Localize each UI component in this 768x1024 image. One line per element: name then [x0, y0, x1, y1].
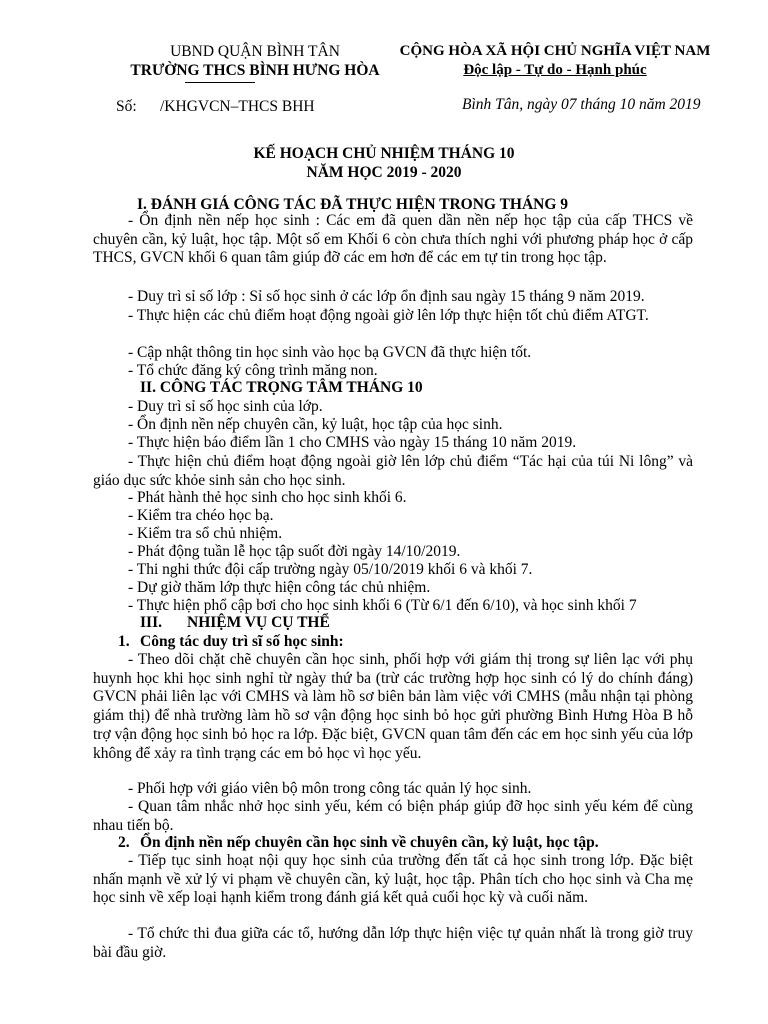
- list-item: - Thực hiện báo điểm lần 1 cho CMHS vào ngày 15 tháng 10 năm 2019.: [128, 434, 577, 451]
- section-1-paragraph: - Duy trì sỉ số lớp : Sỉ số học sinh ở các lớp ổn định sau ngày 15 tháng 9 năm 2019.: [128, 288, 645, 305]
- section-3-number: III.: [140, 614, 162, 631]
- list-item: - Thực hiện chủ điểm hoạt động ngoài giờ lên lớp chủ điểm “Tác hại của túi Ni lông” và giáo dục sức khỏe sinh sản cho học sinh.: [93, 453, 693, 489]
- list-item: - Duy trì sỉ số học sinh của lớp.: [128, 398, 323, 415]
- list-item: - Phát động tuần lễ học tập suốt đời ngày 14/10/2019.: [128, 543, 461, 560]
- section-2-heading: II. CÔNG TÁC TRỌNG TÂM THÁNG 10: [140, 379, 423, 396]
- school-name: TRƯỜNG THCS BÌNH HƯNG HÒA: [130, 62, 380, 79]
- section-1-paragraph: - Thực hiện các chủ điểm hoạt động ngoài giờ lên lớp thực hiện tốt chủ điểm ATGT.: [128, 307, 649, 324]
- subsection-1-number: 1.: [118, 633, 130, 650]
- section-1-paragraph: - Ổn định nền nếp học sinh : Các em đã quen dần nền nếp học tập của cấp THCS về chuyên cần, kỷ luật, học tập. Một số em Khối 6 còn chưa thích nghi với phương pháp học ở cấp THCS, GVCN khối 6 quan tâm giúp đỡ các em hơn để các em tự tin trong học tập.: [93, 212, 693, 267]
- section-1-paragraph: - Tổ chức đăng ký công trình măng non.: [128, 362, 378, 379]
- subsection-2-paragraph: - Tổ chức thi đua giữa các tổ, hướng dẫn lớp thực hiện việc tự quản nhất là trong giờ truy bài đầu giờ.: [93, 925, 693, 961]
- list-item: - Dự giờ thăm lớp thực hiện công tác chủ nhiệm.: [128, 579, 431, 596]
- subsection-1-paragraph: - Phối hợp với giáo viên bộ môn trong công tác quản lý học sinh.: [128, 780, 532, 797]
- doc-subtitle: NĂM HỌC 2019 - 2020: [306, 164, 462, 181]
- subsection-1-paragraph: - Quan tâm nhắc nhở học sinh yếu, kém có biện pháp giúp đỡ học sinh yếu kém để cùng nhau tiến bộ.: [93, 798, 693, 834]
- list-item: - Kiểm tra chéo học bạ.: [128, 507, 274, 524]
- motto: Độc lập - Tự do - Hạnh phúc: [463, 62, 647, 78]
- section-1-paragraph: - Cập nhật thông tin học sinh vào học bạ GVCN đã thực hiện tốt.: [128, 344, 532, 361]
- document-number-label: Số:: [116, 98, 137, 115]
- agency-name: UBND QUẬN BÌNH TÂN: [170, 43, 340, 60]
- subsection-2-heading: Ổn định nền nếp chuyên cần học sinh về chuyên cần, kỷ luật, học tập.: [140, 834, 599, 851]
- republic-name: CỘNG HÒA XÃ HỘI CHỦ NGHĨA VIỆT NAM: [399, 43, 711, 59]
- subsection-2-number: 2.: [118, 834, 130, 851]
- list-item: - Phát hành thẻ học sinh cho học sinh khối 6.: [128, 489, 407, 506]
- school-name-underline: [185, 82, 255, 83]
- list-item: - Thực hiện phổ cập bơi cho học sinh khối 6 (Từ 6/1 đến 6/10), và học sinh khối 7: [128, 597, 637, 614]
- section-1-heading: I. ĐÁNH GIÁ CÔNG TÁC ĐÃ THỰC HIỆN TRONG THÁNG 9: [137, 196, 569, 213]
- list-item: - Kiểm tra sổ chủ nhiệm.: [128, 525, 283, 542]
- document-number-code: /KHGVCN–THCS BHH: [160, 98, 315, 115]
- subsection-1-paragraph: - Theo dõi chặt chẽ chuyên cần học sinh, phối hợp với giám thị trong sự liên lạc với phụ huynh học khi học sinh nghỉ từ ngày thứ ba (trừ các trường hợp học sinh có lý do chính đáng) GVCN phải liên lạc với CMHS và làm hồ sơ biên bản làm việc với CMHS (mẫu nhận tại phòng giám thị) để nhà trường làm hồ sơ vận động học sinh bỏ học gửi phường Bình Hưng Hòa B hỗ trợ vận động học sinh bỏ học ra lớp. Đặc biệt, GVCN quan tâm đến các em học sinh yếu của lớp không để xảy ra tình trạng các em bỏ học vì học yếu.: [93, 651, 693, 762]
- subsection-1-heading: Công tác duy trì sĩ số học sinh:: [140, 633, 344, 650]
- doc-title: KẾ HOẠCH CHỦ NHIỆM THÁNG 10: [253, 145, 515, 162]
- list-item: - Thi nghi thức đội cấp trường ngày 05/10/2019 khối 6 và khối 7.: [128, 561, 533, 578]
- subsection-2-paragraph: - Tiếp tục sinh hoạt nội quy học sinh của trường đến tất cả học sinh trong lớp. Đặc biệt nhấn mạnh về xử lý vi phạm về chuyên cần, kỷ luật, học tập. Phân tích cho học sinh và Cha mẹ học sinh về xếp loại hạnh kiểm trong đánh giá kết quả cuối học kỳ và cuối năm.: [93, 852, 693, 907]
- list-item: - Ổn định nền nếp chuyên cần, kỷ luật, học tập của học sinh.: [128, 416, 503, 433]
- section-3-heading: NHIỆM VỤ CỤ THỂ: [187, 614, 330, 631]
- place-date: Bình Tân, ngày 07 tháng 10 năm 2019: [462, 96, 701, 113]
